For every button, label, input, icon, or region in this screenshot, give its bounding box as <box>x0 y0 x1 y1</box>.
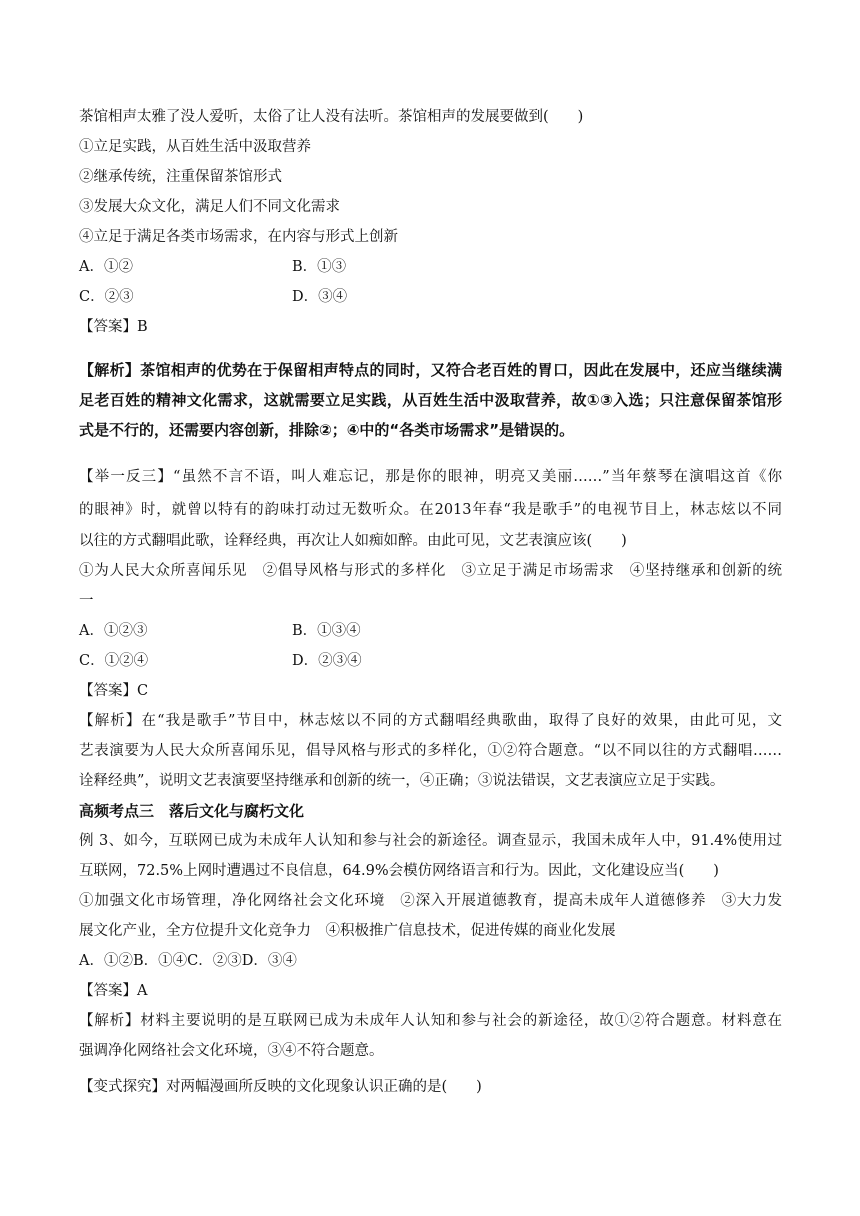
q1-choice-c: C．②③ <box>79 289 134 305</box>
q3-choices: A．①②B．①④C．②③D．③④ <box>79 953 297 969</box>
q2-choice-b: B．①③④ <box>292 623 361 639</box>
q1-analysis-line-2: 足老百姓的精神文化需求，这就需要立足实践，从百姓生活中汲取营养，故①③入选；只注意保留茶馆形 <box>79 391 782 409</box>
q1-choice-a: A．①② <box>79 259 133 275</box>
q2-analysis-line-2: 艺表演要为人民大众所喜闻乐见，倡导风格与形式的多样化，①②符合题意。“以不同以往的方式翻唱…… <box>79 743 782 759</box>
q1-option-3: ③发展大众文化，满足人们不同文化需求 <box>79 199 340 215</box>
q2-choice-d: D．②③④ <box>292 653 362 669</box>
q2-analysis-line-1: 【解析】在“我是歌手”节目中，林志炫以不同的方式翻唱经典歌曲，取得了良好的效果，由此可见，文 <box>79 713 782 729</box>
q4-stem: 【变式探究】对两幅漫画所反映的文化现象认识正确的是( ) <box>79 1079 482 1095</box>
q1-option-4: ④立足于满足各类市场需求，在内容与形式上创新 <box>79 229 398 245</box>
q1-stem: 茶馆相声太雅了没人爱听，太俗了让人没有法听。茶馆相声的发展要做到( ) <box>79 109 584 125</box>
q2-options-line-1: ①为人民大众所喜闻乐见 ②倡导风格与形式的多样化 ③立足于满足市场需求 ④坚持继承和创新的统 <box>79 563 782 579</box>
q3-stem-line-2: 互联网，72.5%上网时遭遇过不良信息，64.9%会模仿网络语言和行为。因此，文化建设应当( ) <box>79 863 719 879</box>
q3-answer: 【答案】A <box>79 983 148 999</box>
q3-analysis-line-1: 【解析】材料主要说明的是互联网已成为未成年人认知和参与社会的新途径，故①②符合题意。材料意在 <box>79 1013 782 1029</box>
q3-analysis-line-2: 强调净化网络社会文化环境，③④不符合题意。 <box>79 1043 384 1059</box>
q1-analysis-line-1: 【解析】茶馆相声的优势在于保留相声特点的同时，又符合老百姓的胃口，因此在发展中，还应当继续满 <box>79 361 782 379</box>
q2-choice-c: C．①②④ <box>79 653 149 669</box>
q2-stem-line-2: 的眼神》时，就曾以特有的韵味打动过无数听众。在2013年春“我是歌手”的电视节目上，林志炫以不同 <box>79 502 782 518</box>
q3-stem-line-1: 例 3、如今，互联网已成为未成年人认知和参与社会的新途径。调查显示，我国未成年人中，91.4%使用过 <box>79 833 782 849</box>
q2-answer: 【答案】C <box>79 683 149 699</box>
q2-choice-a: A．①②③ <box>79 623 148 639</box>
q3-options-line-1: ①加强文化市场管理，净化网络社会文化环境 ②深入开展道德教育，提高未成年人道德修养 ③大力发 <box>79 893 782 909</box>
q1-choice-b: B．①③ <box>292 259 347 275</box>
q2-options-line-2: 一 <box>79 593 94 609</box>
q1-option-1: ①立足实践，从百姓生活中汲取营养 <box>79 139 311 155</box>
q2-analysis-line-3: 诠释经典”，说明文艺表演要坚持继承和创新的统一，④正确；③说法错误，文艺表演应立足于实践。 <box>79 773 725 789</box>
q3-options-line-2: 展文化产业，全方位提升文化竞争力 ④积极推广信息技术，促进传媒的商业化发展 <box>79 923 616 939</box>
q2-stem-line-1: 【举一反三】“虽然不言不语，叫人难忘记，那是你的眼神，明亮又美丽……”当年蔡琴在演唱这首《你 <box>79 469 782 485</box>
section-title: 高频考点三 落后文化与腐朽文化 <box>79 802 305 820</box>
q1-choice-d: D．③④ <box>292 289 348 305</box>
q1-option-2: ②继承传统，注重保留茶馆形式 <box>79 169 282 185</box>
q1-analysis-line-3: 式是不行的，还需要内容创新，排除②；④中的“各类市场需求”是错误的。 <box>79 421 575 439</box>
q1-answer: 【答案】B <box>79 319 148 335</box>
q2-stem-line-3: 以往的方式翻唱此歌，诠释经典，再次让人如痴如醉。由此可见，文艺表演应该( ) <box>79 533 627 549</box>
